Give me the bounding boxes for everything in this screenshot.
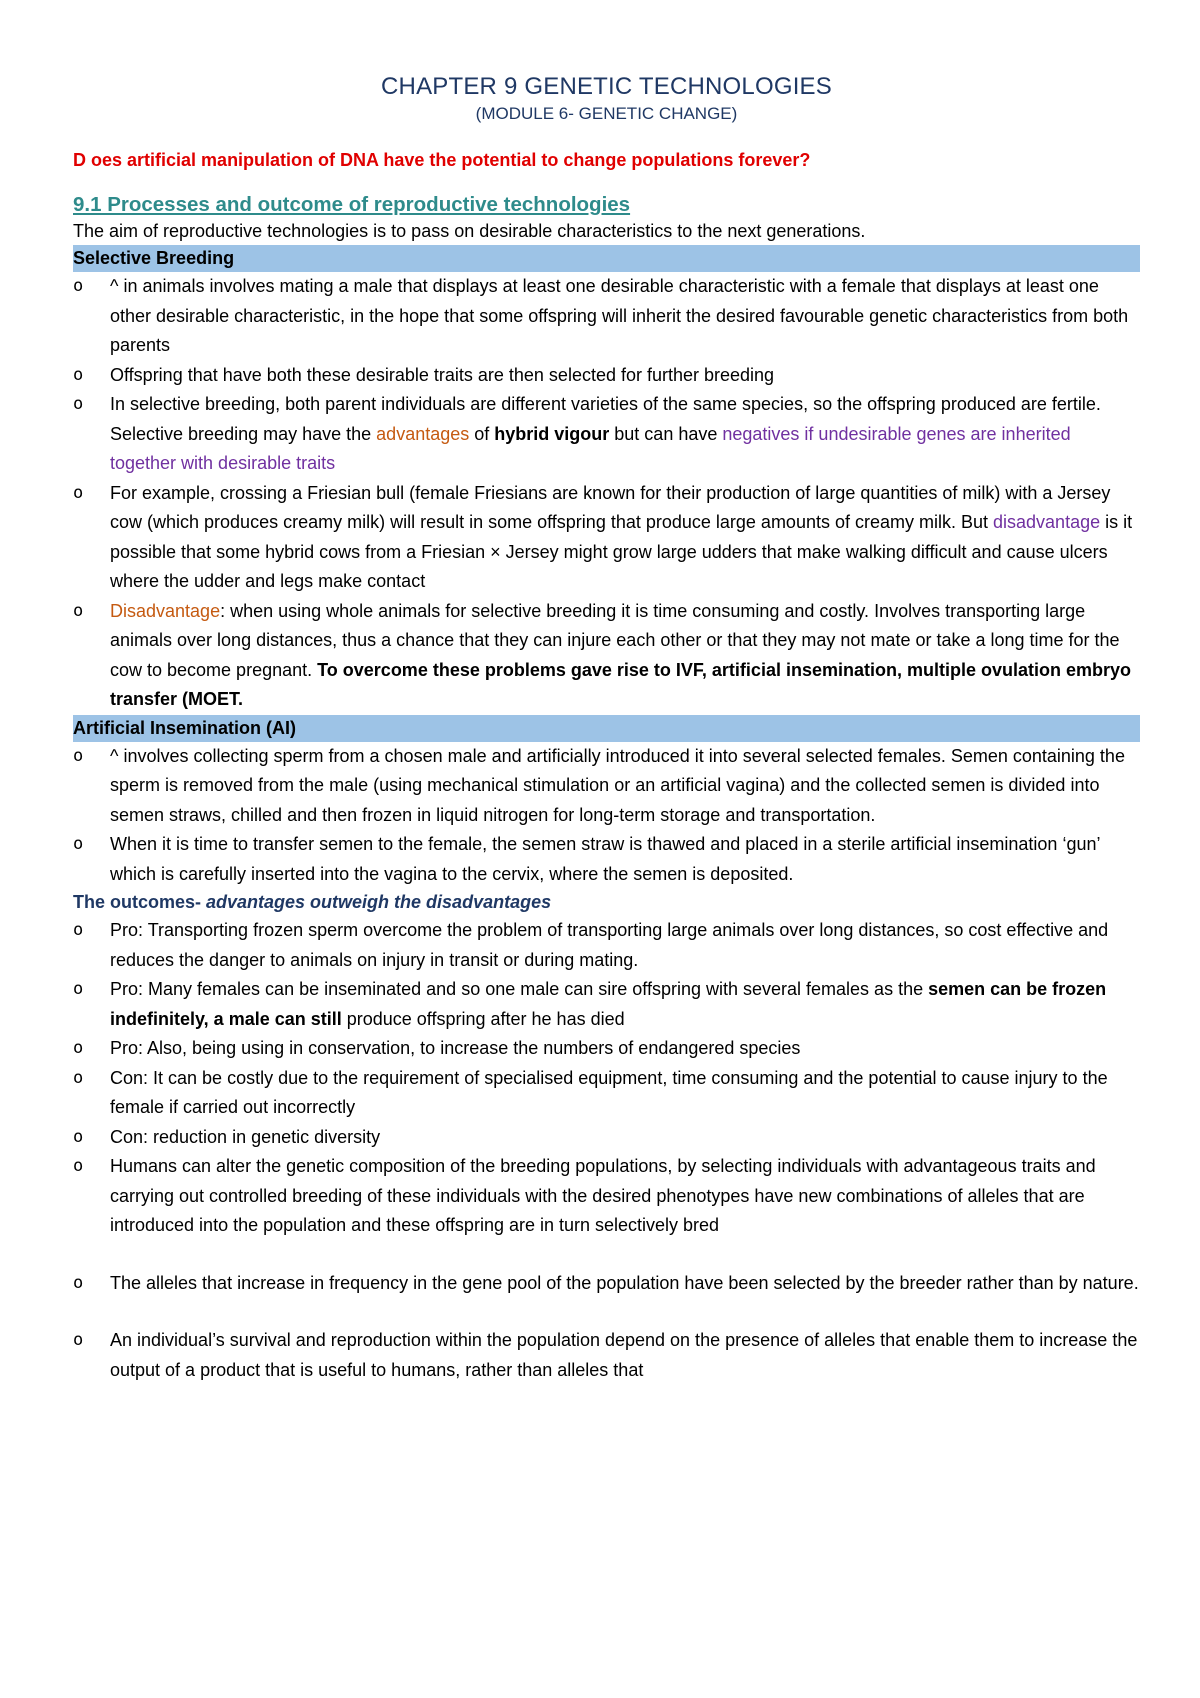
- item-text: Con: reduction in genetic diversity: [110, 1126, 381, 1147]
- bullet-icon: o: [73, 1330, 84, 1350]
- outcomes-extra-list-2: [73, 1326, 1140, 1385]
- item-text: Humans can alter the genetic composition of the breeding populations, by selecting individuals with advantageous traits and carrying out controlled breeding of these individuals with the desired phenotypes have new combinations of alleles that are introduced into the population and these offspring are in turn selectively bred: [110, 1156, 1096, 1235]
- item-text: The alleles that increase in frequency in the gene pool of the population have been selected by the breeder rather than by nature.: [110, 1272, 1139, 1293]
- list-item: [73, 742, 1140, 831]
- outcomes-list: [73, 916, 1140, 1241]
- advantages-highlight: advantages: [376, 423, 470, 444]
- outcomes-extra-list: [73, 1269, 1140, 1299]
- outcomes-heading-italic: advantages outweigh the disadvantages: [206, 892, 552, 912]
- frozen-indefinitely-text: semen can be frozen indefinitely, a male can still: [110, 979, 1107, 1029]
- item-text: produce offspring after he has died: [341, 1008, 625, 1029]
- section-heading: 9.1 Processes and outcome of reproductive technologies: [73, 193, 631, 216]
- item-text: Pro: Also, being using in conservation, to increase the numbers of endangered species: [110, 1038, 801, 1058]
- item-text: ^ involves collecting sperm from a chosen male and artificially introduced it into several selected females. Semen containing the sperm is removed from the male (using mechanical stimulation or an artificial vagina) and the collected semen is divided into semen straws, chilled and then frozen in liquid nitrogen for long-term storage and transportation.: [110, 745, 1125, 825]
- item-text: An individual’s survival and reproduction within the population depend on the presence of alleles that enable them to increase the output of a product that is useful to humans, rather than alleles that: [110, 1330, 1138, 1380]
- item-text: In selective breeding, both parent individuals are different varieties of the same species, so the offspring produced are fertile. Selective breeding may have the: [110, 394, 1101, 444]
- disadvantage-highlight: disadvantage: [993, 512, 1101, 532]
- list-item: [73, 1326, 1140, 1385]
- bullet-icon: o: [73, 276, 84, 296]
- item-text: Pro: Many females can be inseminated and so one male can sire offspring with several females as the: [110, 979, 929, 999]
- bullet-icon: o: [73, 1156, 84, 1176]
- negatives-highlight: negatives if undesirable genes are inherited together with desirable traits: [110, 423, 1071, 473]
- hybrid-vigour-term: hybrid vigour: [494, 423, 610, 444]
- bullet-icon: o: [73, 394, 84, 414]
- document-page: [73, 72, 1140, 1385]
- artificial-insemination-heading: Artificial Insemination (AI): [73, 715, 1140, 742]
- bullet-icon: o: [73, 1038, 84, 1058]
- overcome-problems-text: To overcome these problems gave rise to IVF, artificial insemination, multiple ovulation embryo transfer (MOET.: [110, 659, 1131, 709]
- module-subtitle: (MODULE 6- GENETIC CHANGE): [475, 104, 738, 123]
- selective-breeding-list: [73, 272, 1140, 715]
- selective-breeding-heading: Selective Breeding: [73, 245, 1140, 272]
- artificial-insemination-list: [73, 742, 1140, 890]
- bullet-icon: o: [73, 1126, 84, 1147]
- outcomes-heading: [73, 889, 1140, 916]
- bullet-icon: o: [73, 979, 84, 999]
- section-intro: The aim of reproductive technologies is to pass on desirable characteristics to the next generations.: [73, 221, 866, 241]
- list-item: [73, 361, 1140, 391]
- list-item: [73, 1152, 1140, 1241]
- list-item: [73, 916, 1140, 975]
- list-item: [73, 1034, 1140, 1064]
- list-item: [73, 1064, 1140, 1123]
- bullet-icon: o: [73, 1272, 84, 1293]
- chapter-title: CHAPTER 9 GENETIC TECHNOLOGIES: [381, 73, 832, 100]
- inquiry-question: D oes artificial manipulation of DNA have the potential to change populations forever?: [73, 150, 811, 170]
- item-text: ^ in animals involves mating a male that displays at least one desirable characteristic with a female that displays at least one other desirable characteristic, in the hope that some offspring will inherit the desired favourable genetic characteristics from both parents: [110, 276, 1129, 355]
- bullet-icon: o: [73, 745, 84, 766]
- bullet-icon: o: [73, 600, 84, 621]
- disadvantage-label: Disadvantage: [110, 600, 221, 621]
- blank-line: [73, 1241, 1140, 1269]
- list-item: [73, 1123, 1140, 1153]
- list-item: [73, 479, 1140, 597]
- item-text: of: [469, 423, 495, 444]
- item-text: When it is time to transfer semen to the female, the semen straw is thawed and placed in a sterile artificial insemination ‘gun’ which is carefully inserted into the vagina to the cervix, where the semen is deposited.: [110, 834, 1100, 884]
- item-text: Con: It can be costly due to the requirement of specialised equipment, time consuming and the potential to cause injury to the female if carried out incorrectly: [110, 1067, 1108, 1117]
- list-item: [73, 597, 1140, 715]
- item-text: but can have: [609, 423, 723, 444]
- bullet-icon: o: [73, 364, 84, 385]
- item-text: For example, crossing a Friesian bull (female Friesians are known for their production of large quantities of milk) with a Jersey cow (which produces creamy milk) will result in some offspring that produce large amounts of creamy milk. But: [110, 482, 1111, 532]
- item-text: is it possible that some hybrid cows from a Friesian × Jersey might grow large udders that make walking difficult and cause ulcers where the udder and legs make contact: [110, 512, 1133, 591]
- list-item: [73, 830, 1140, 889]
- bullet-icon: o: [73, 482, 84, 503]
- bullet-icon: o: [73, 1067, 84, 1088]
- list-item: [73, 1269, 1140, 1299]
- item-text: : when using whole animals for selective breeding it is time consuming and costly. Involves transporting large animals over long distances, thus a chance that they can injure each other or that they may not mate or take a long time for the cow to become pregnant.: [110, 600, 1120, 680]
- outcomes-heading-plain: The outcomes-: [73, 892, 207, 912]
- item-text: Pro: Transporting frozen sperm overcome the problem of transporting large animals over long distances, so cost effective and reduces the danger to animals on injury in transit or during mating.: [110, 920, 1109, 970]
- bullet-icon: o: [73, 834, 84, 854]
- list-item: [73, 272, 1140, 361]
- bullet-icon: o: [73, 920, 84, 940]
- list-item: [73, 975, 1140, 1034]
- blank-line: [73, 1298, 1140, 1326]
- list-item: [73, 390, 1140, 479]
- item-text: Offspring that have both these desirable traits are then selected for further breeding: [110, 364, 775, 385]
